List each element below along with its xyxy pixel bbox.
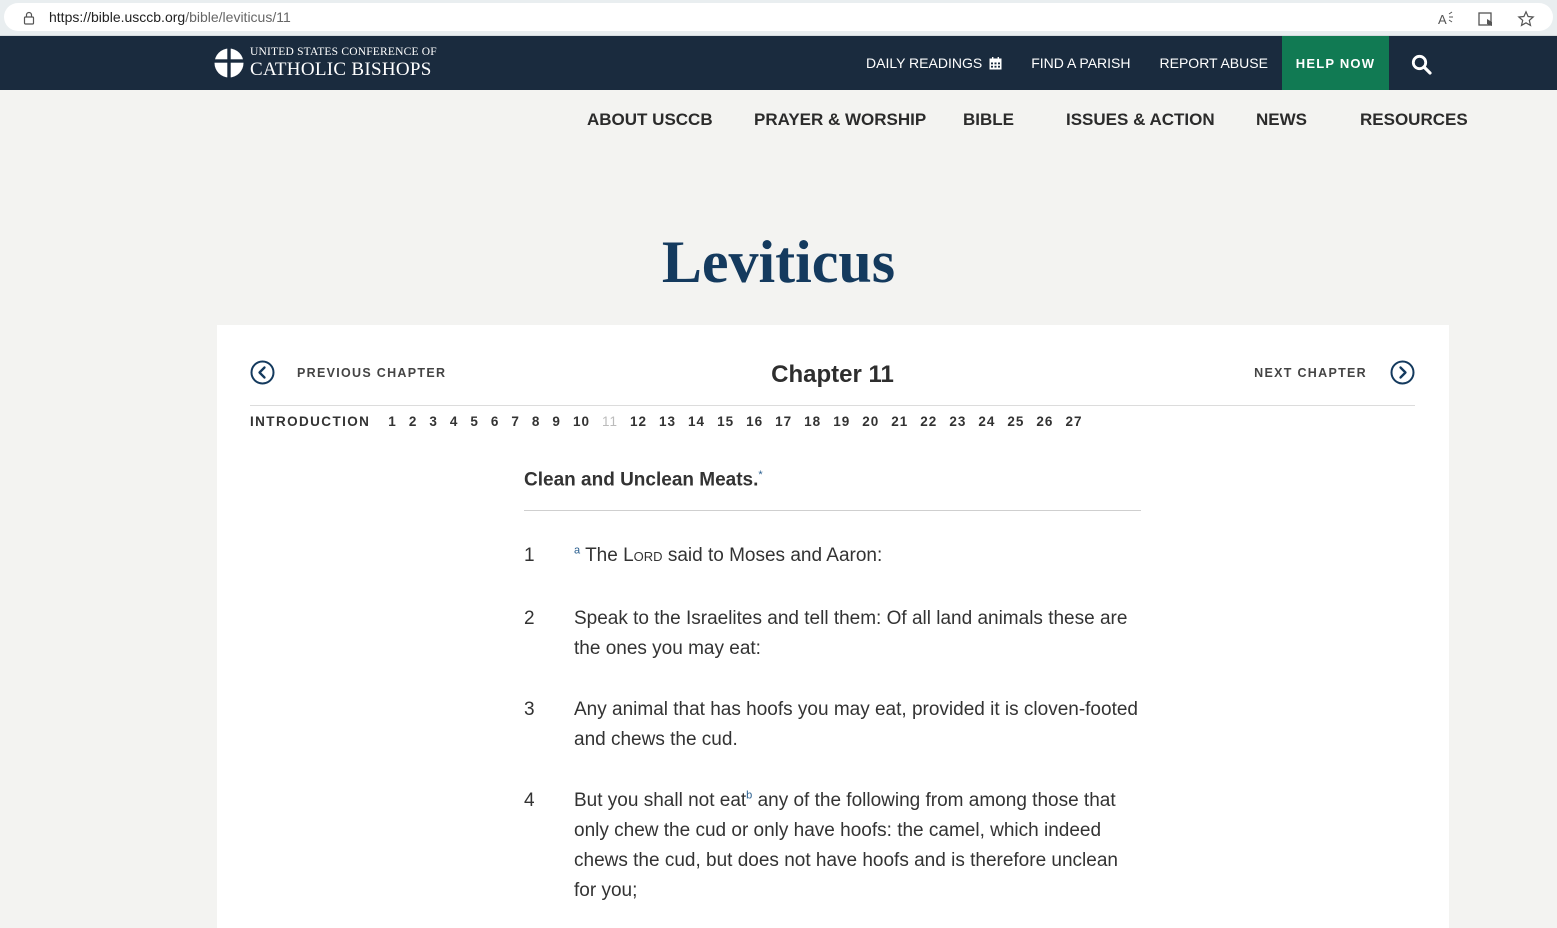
- chevron-right-circle-icon: [1390, 360, 1415, 385]
- find-parish-link[interactable]: FIND A PARISH: [1031, 55, 1131, 71]
- cross-reference-marker[interactable]: a: [574, 544, 581, 557]
- book-title: Leviticus: [661, 229, 896, 295]
- verse-text-part: But you shall not eat: [574, 790, 747, 811]
- logo-line-2: CATHOLIC BISHOPS: [250, 58, 432, 80]
- nav-resources[interactable]: RESOURCES: [1360, 110, 1468, 129]
- verse-text-part: any of the following from among those that only chew the cud or only have hoofs: the camel, which indeed chews the cud, but does not have hoofs and is therefore unclean for you;: [574, 790, 1118, 901]
- daily-readings-link[interactable]: [866, 55, 1002, 71]
- section-heading: [524, 469, 1141, 511]
- chapter-link-12[interactable]: 12: [629, 414, 648, 429]
- chapter-link-26[interactable]: 26: [1036, 414, 1054, 429]
- next-chapter-label: NEXT CHAPTER: [1254, 365, 1367, 380]
- svg-text:A: A: [1438, 12, 1447, 27]
- verse-number: 1: [524, 545, 535, 566]
- chapter-link-25[interactable]: 25: [1007, 414, 1025, 429]
- footnote-marker[interactable]: *: [758, 469, 763, 481]
- cross-reference-marker[interactable]: b: [746, 789, 753, 802]
- chapter-link-3[interactable]: 3: [429, 414, 438, 429]
- url-text[interactable]: [49, 9, 291, 25]
- calendar-icon: [989, 57, 1002, 70]
- logo-line-1: UNITED STATES CONFERENCE OF: [250, 46, 437, 58]
- chapter-link-5[interactable]: 5: [470, 414, 479, 429]
- report-abuse-link[interactable]: REPORT ABUSE: [1159, 55, 1268, 71]
- nav-news[interactable]: NEWS: [1256, 110, 1307, 129]
- help-now-button[interactable]: HELP NOW: [1282, 36, 1389, 90]
- chapter-link-15[interactable]: 15: [717, 414, 735, 429]
- verse-text-part: said to Moses and Aaron:: [662, 545, 883, 566]
- divine-name: Lord: [623, 545, 663, 566]
- favorite-star-icon[interactable]: [1517, 10, 1535, 28]
- main-navigation: [0, 90, 1557, 148]
- chapter-link-6[interactable]: 6: [490, 414, 500, 429]
- address-bar[interactable]: [4, 3, 1553, 31]
- chapter-content-card: [217, 325, 1449, 928]
- chapter-link-23[interactable]: 23: [949, 414, 967, 429]
- chapter-link-10[interactable]: 10: [572, 414, 590, 429]
- section-heading-text: Clean and Unclean Meats.: [524, 469, 759, 491]
- chapter-link-19[interactable]: 19: [833, 414, 851, 429]
- chapter-link-13[interactable]: 13: [659, 414, 677, 429]
- nav-issues-action[interactable]: ISSUES & ACTION: [1066, 110, 1215, 129]
- verse-number: 2: [524, 608, 535, 629]
- verse-number: 4: [524, 790, 535, 811]
- chapter-link-2[interactable]: 2: [408, 414, 418, 429]
- chapter-link-8[interactable]: 8: [531, 414, 541, 429]
- daily-readings-label: DAILY READINGS: [866, 55, 983, 71]
- nav-prayer-worship[interactable]: PRAYER & WORSHIP: [754, 110, 927, 129]
- cross-logo-icon: [214, 48, 244, 78]
- chapter-heading: Chapter 11: [771, 361, 894, 388]
- verse-text: Speak to the Israelites and tell them: Of all land animals these are the ones you may eat:: [574, 608, 1128, 659]
- chapter-link-16[interactable]: 16: [746, 414, 764, 429]
- chapter-link-18[interactable]: 18: [804, 414, 822, 429]
- chapter-link-14[interactable]: 14: [688, 414, 706, 429]
- chapter-navigation: [250, 360, 1415, 406]
- read-aloud-icon[interactable]: [1437, 10, 1455, 28]
- next-chapter-link[interactable]: [1254, 360, 1415, 385]
- nav-about-usccb[interactable]: ABOUT USCCB: [587, 110, 713, 129]
- chapter-link-24[interactable]: 24: [978, 414, 996, 429]
- chapter-link-9[interactable]: 9: [552, 414, 561, 429]
- chapter-link-1[interactable]: 1: [388, 414, 397, 429]
- lock-icon[interactable]: [22, 11, 36, 25]
- chapter-link-11: 11: [601, 414, 618, 429]
- url-path: /bible/leviticus/11: [185, 9, 291, 25]
- usccb-logo[interactable]: [214, 47, 437, 79]
- verse-text-part: The: [585, 545, 624, 566]
- verse-number: 3: [524, 699, 535, 720]
- chapter-link-22[interactable]: 22: [920, 414, 938, 429]
- chapter-index: [250, 414, 1094, 429]
- nav-bible[interactable]: BIBLE: [963, 110, 1014, 129]
- site-header: [0, 36, 1557, 90]
- previous-chapter-label: PREVIOUS CHAPTER: [297, 365, 447, 380]
- url-host: https://bible.usccb.org: [49, 9, 186, 25]
- verse-text: Any animal that has hoofs you may eat, provided it is cloven-footed and chews the cud.: [574, 699, 1138, 750]
- chapter-link-7[interactable]: 7: [511, 414, 520, 429]
- chapter-index-introduction[interactable]: INTRODUCTION: [250, 414, 371, 429]
- chapter-link-21[interactable]: 21: [891, 414, 909, 429]
- reader-view-icon[interactable]: [1477, 10, 1495, 28]
- chapter-link-17[interactable]: 17: [775, 414, 793, 429]
- search-icon[interactable]: [1411, 54, 1432, 75]
- chapter-link-4[interactable]: 4: [449, 414, 459, 429]
- verse-text: [574, 786, 1141, 906]
- verse-text: [574, 541, 1141, 571]
- chapter-link-27[interactable]: 27: [1065, 414, 1083, 429]
- browser-toolbar: [0, 0, 1557, 36]
- chapter-link-20[interactable]: 20: [862, 414, 880, 429]
